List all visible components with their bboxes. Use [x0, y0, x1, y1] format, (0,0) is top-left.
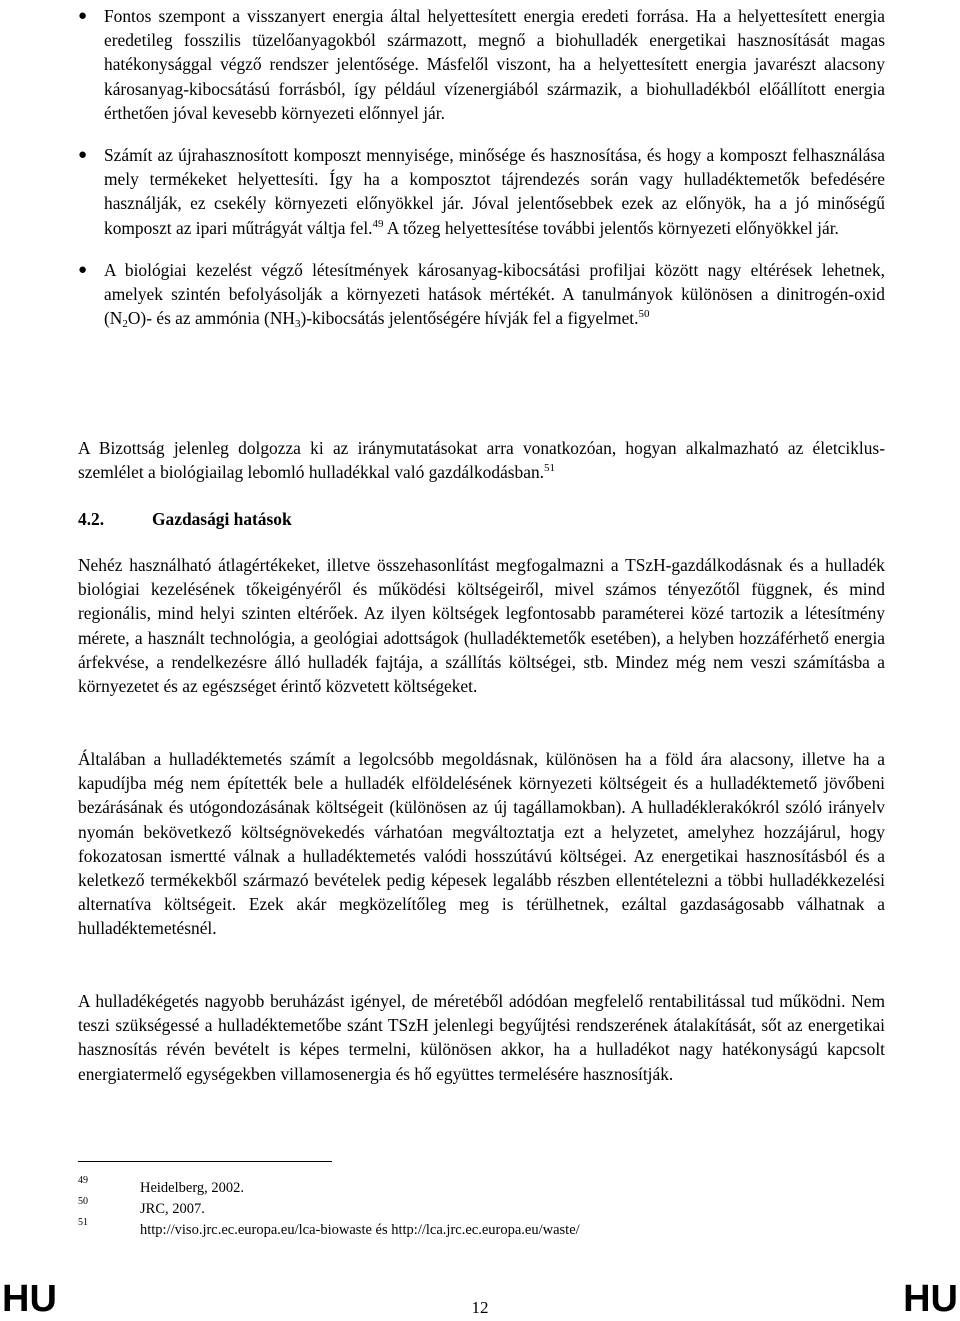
paragraph-commission — [78, 436, 885, 484]
footnote-divider — [78, 1161, 332, 1162]
footnote-number: 51 — [78, 1217, 88, 1228]
page-number: 12 — [471, 1298, 489, 1317]
footnote-51 — [78, 1217, 878, 1243]
paragraph-landfill: Általában a hulladéktemetés számít a legolcsóbb megoldásnak, különösen ha a föld ára alacsony, illetve ha a kapudíjba még nem építették bele a hulladék elföldelésének környezeti költségeit és a hulladéktemető jövőbeni bezárásának és utógondozásának költségeit (különösen az új tagállamokban). A hulladéklerakókról szóló irányelv nyomán bekövetkező költségnövekedés várhatóan megváltoztatja ezt a helyzetet, amelyhez hozzájárul, hogy fokozatosan ismertté válnak a hulladéktemetés valódi hosszútávú költségei. Az energetikai hasznosításból és a keletkező termékekből származó bevételek pedig képesek legalább részben ellentételezni a többi hulladékkezelési alternatíva költségeit. Ezek akár megközelítőleg meg is térülhetnek, ezáltal gazdaságosabb válhatnak a hulladéktemetésnél. — [78, 749, 885, 939]
footnote-ref-49[interactable]: 49 — [372, 217, 384, 230]
bullet-dot-icon: ● — [78, 8, 88, 24]
footer-language-left: HU — [2, 1278, 57, 1320]
footnotes — [78, 1175, 878, 1243]
footnote-ref-50[interactable]: 50 — [638, 308, 650, 321]
subscript-2: 2 — [122, 318, 128, 331]
footnote-number: 49 — [78, 1175, 88, 1186]
bullet-item-compost — [78, 143, 885, 240]
bullet-text: Számít az újrahasznosított komposzt mennyisége, minősége és hasznosítása, és hogy a komposzt felhasználása mely termékeket helyettesíti. Így ha a komposztot tájrendezés során vagy hulladéktemetők befedésére használják, ez csekély környezeti előnyökkel jár. Jóval jelentősebbek ezek az előnyök, ha a jó minőségű komposzt az ipari műtrágyát váltja fel. — [104, 145, 885, 238]
footnote-50 — [78, 1196, 878, 1222]
section-heading — [78, 509, 292, 530]
footnote-ref-51[interactable]: 51 — [544, 462, 556, 475]
bullet-text-end: )-kibocsátás jelentőségére hívják fel a figyelmet. — [300, 308, 639, 329]
bullet-text-continued: O)- és az ammónia (NH — [127, 308, 295, 329]
section-title: Gazdasági hatások — [152, 509, 292, 529]
paragraph-incineration: A hulladékégetés nagyobb beruházást igényel, de méretéből adódóan megfelelő rentabilitással tud működni. Nem teszi szükségessé a hulladéktemetőbe szánt TSzH jelenlegi begyűjtési rendszerének átalakítását, sőt az energetikai hasznosítás révén bevételt is képes termelni, különösen akkor, ha a hulladékot nagy hatékonyságú kapcsolt energiatermelő egységekben villamosenergia és hő együttes termelésére hasznosítják. — [78, 991, 885, 1084]
footer-language-right: HU — [903, 1278, 958, 1320]
footnote-text: Heidelberg, 2002. — [140, 1180, 245, 1196]
bullet-text: A biológiai kezelést végző létesítmények károsanyag-kibocsátási profiljai között nagy eltérések lehetnek, amelyek szintén befolyásolják a környezeti hatások mértékét. A tanulmányok különösen a dinitrogén-oxid (N — [104, 259, 885, 329]
paragraph-costs: Nehéz használható átlagértékeket, illetve összehasonlítást megfogalmazni a TSzH-gazdálkodásnak és a hulladék biológiai kezelésének tőkeigényéről és működési költségeiről, mivel számos tényezőtől függnek, és mind regionális, mind helyi szinten eltérőek. Az ilyen költségek legfontosabb paraméterei közé tartozik a létesítmény mérete, a használt technológia, a geológiai adottságok (hulladéktemetők esetében), a helyben hozzáférhető energia árfekvése, a rendelkezésre álló hulladék fajtája, a szállítás költségei, stb. Mindez még nem veszi számításba a környezetet és az egészséget érintő közvetett költségeket. — [78, 555, 885, 697]
bullet-text: Fontos szempont a visszanyert energia által helyettesített energia eredeti forrása. Ha a helyettesített energia eredetileg fosszilis tüzelőanyagokból származott, megnő a biohulladék energetikai hasznosítását magas hatékonysággal végző rendszer jelentősége. Másfelől viszont, ha a helyettesített energia javarészt alacsony károsanyag-kibocsátású forrásból, így például vízenergiából származik, a biohulladékból előállított energia érthetően jóval kevesebb környezeti előnnyel jár. — [104, 6, 885, 123]
section-number: 4.2. — [78, 509, 105, 529]
paragraph-text: A Bizottság jelenleg dolgozza ki az iránymutatásokat arra vonatkozóan, hogyan alkalmazható az életciklus-szemlélet a biológiailag lebomló hulladékkal való gazdálkodásban. — [78, 438, 885, 483]
footnote-number: 50 — [78, 1196, 88, 1207]
bullet-dot-icon: ● — [78, 147, 88, 164]
subscript-3: 3 — [294, 318, 301, 331]
bullet-item-energy-source — [78, 4, 885, 125]
footnote-text: JRC, 2007. — [140, 1201, 205, 1217]
bullet-dot-icon: ● — [78, 261, 88, 278]
footnote-link-text[interactable]: http://viso.jrc.ec.europa.eu/lca-biowaste és http://lca.jrc.ec.europa.eu/waste/ — [140, 1222, 580, 1238]
bullet-list — [78, 4, 885, 348]
bullet-item-emissions — [78, 258, 885, 331]
bullet-text-continued: A tőzeg helyettesítése további jelentős környezeti előnyökkel jár. — [383, 217, 839, 238]
footnote-49 — [78, 1175, 878, 1201]
